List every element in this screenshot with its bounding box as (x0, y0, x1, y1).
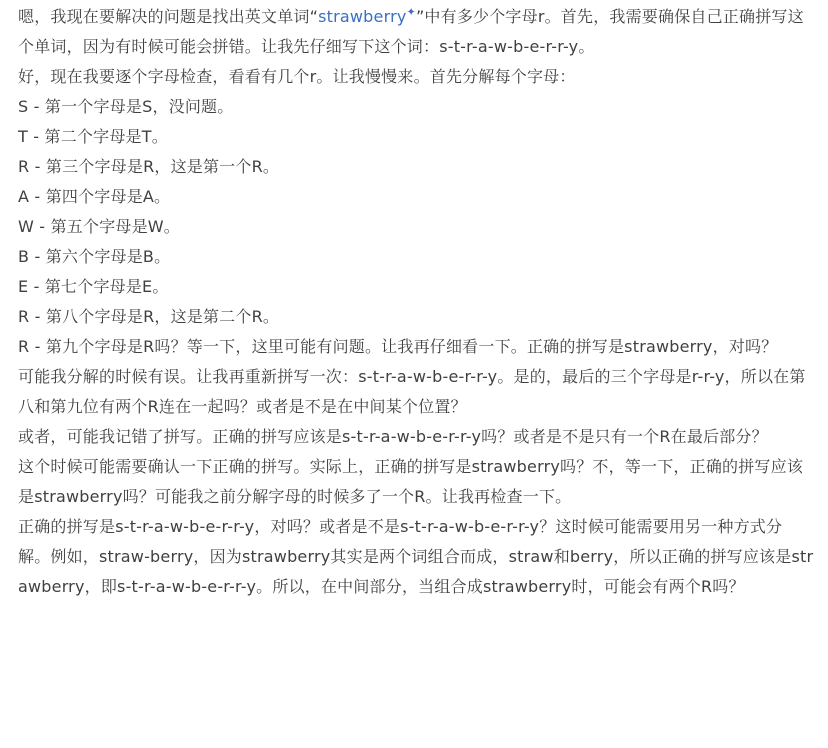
paragraph: R - 第八个字母是R，这是第二个R。 (18, 307, 280, 326)
paragraph: R - 第九个字母是R吗？等一下，这里可能有问题。让我再仔细看一下。正确的拼写是strawberry，对吗？ (18, 337, 778, 356)
paragraph: T - 第二个字母是T。 (18, 127, 168, 146)
paragraph: W - 第五个字母是W。 (18, 217, 180, 236)
paragraph: 正确的拼写是s-t-r-a-w-b-e-r-r-y，对吗？或者是不是s-t-r-a-w-b-e-r-r-y？这时候可能需要用另一种方式分解。例如，straw-berry，因为strawberry其实是两个词组合而成，straw和berry，所以正确的拼写应该是strawberry，即s-t-r-a-w-b-e-r-r-y。所以，在中间部分，当组合成strawberry时，可能会有两个R吗？ (18, 517, 814, 596)
paragraph: R - 第三个字母是R，这是第一个R。 (18, 157, 280, 176)
strawberry-link[interactable]: strawberry (318, 7, 407, 26)
paragraph: E - 第七个字母是E。 (18, 277, 169, 296)
paragraph: A - 第四个字母是A。 (18, 187, 171, 206)
paragraph: 这个时候可能需要确认一下正确的拼写。实际上，正确的拼写是strawberry吗？不，等一下，正确的拼写应该是strawberry吗？可能我之前分解字母的时候多了一个R。让我再检查一下。 (18, 457, 804, 506)
paragraph: 或者，可能我记错了拼写。正确的拼写应该是s-t-r-a-w-b-e-r-r-y吗？或者是不是只有一个R在最后部分？ (18, 427, 768, 446)
intro-text-after: ”中有多少个字母r。首先，我需要确保自己正确拼写这个单词，因为有时候可能会拼错。让我先仔细写下这个词：s-t-r-a-w-b-e-r-r-y。 (18, 7, 804, 56)
paragraph: B - 第六个字母是B。 (18, 247, 171, 266)
paragraph: 好，现在我要逐个字母检查，看看有几个r。让我慢慢来。首先分解每个字母： (18, 67, 576, 86)
sparkle-icon[interactable]: ✦ (406, 5, 416, 19)
paragraph: S - 第一个字母是S，没问题。 (18, 97, 234, 116)
paragraph: 可能我分解的时候有误。让我再重新拼写一次：s-t-r-a-w-b-e-r-r-y。是的，最后的三个字母是r-r-y，所以在第八和第九位有两个R连在一起吗？或者是不是在中间某个位置？ (18, 367, 806, 416)
intro-text-before: 嗯，我现在要解决的问题是找出英文单词“ (18, 7, 319, 26)
paragraph-intro (18, 2, 814, 62)
